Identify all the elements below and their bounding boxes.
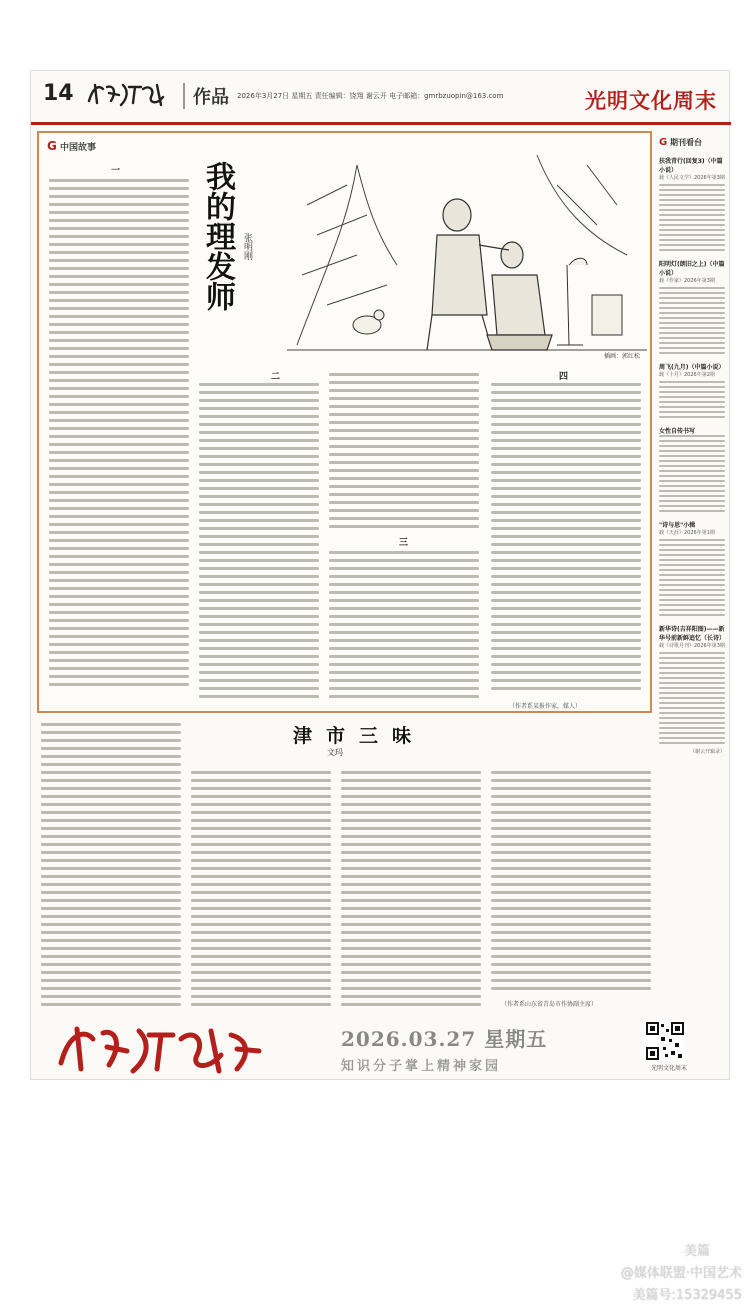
section-mark-1: 一 — [111, 166, 121, 176]
sidebar-item: 周飞(九月)（中篇小说） 载《十月》2026年第2期 — [659, 362, 725, 418]
story-byline: 张明刚 — [242, 233, 252, 260]
sidebar-item: 新华诗(吉祥阳图)——新华号前新鲜追忆（长诗） 载《诗歌月刊》2026年第3期 — [659, 624, 725, 744]
sidebar-item: 女性自传书写 — [659, 426, 725, 512]
masthead-meta: 2026年3月27日 星期五 责任编辑：饶翔 谢云开 电子邮箱：gmrbzuopin@163.com — [237, 92, 504, 100]
paper-logo — [83, 79, 173, 109]
story2-text-col4 — [491, 771, 651, 995]
qr-code-icon — [645, 1021, 685, 1061]
story-text-col4 — [491, 383, 641, 695]
section-name: 作品 — [183, 83, 229, 109]
story-text-col2 — [199, 383, 319, 703]
footer-date: 2026.03.27 星期五 — [341, 1027, 548, 1051]
story-title: 我的理发师 — [200, 161, 235, 311]
barber-illustration — [287, 145, 647, 360]
sidebar-periodicals — [659, 131, 725, 1001]
section-mark-4: 四 — [559, 372, 569, 382]
g-logo-icon: G — [47, 139, 57, 153]
author-note: （作者系某报作家，媒人） — [509, 703, 582, 710]
main-story — [37, 131, 652, 713]
paper-logo-large — [51, 1019, 271, 1077]
sidebar-item: 扶我青行(回复3)（中篇小说） 载《人民文学》2026年第3期 — [659, 156, 725, 251]
sidebar-column-tag: G 期刊看台 — [659, 137, 703, 148]
page-masthead — [31, 71, 731, 125]
story2-title: 津市三味 — [293, 725, 426, 747]
story2-author-note: （作者系山东省青岛市作协副主席） — [501, 1001, 598, 1008]
page-footer — [31, 1011, 731, 1081]
watermark-id: 美篇号:15329455 — [632, 1288, 742, 1303]
g-logo-icon: G — [659, 137, 668, 148]
story2-text-col2 — [191, 771, 331, 1011]
watermark-account: @媒体联盟·中国艺术 — [620, 1266, 742, 1281]
story-text-col3 — [329, 373, 479, 533]
story2-text-col1 — [41, 723, 181, 1011]
watermark-logo: 美篇 — [683, 1244, 710, 1259]
story-text-col3b — [329, 551, 479, 703]
story2-byline: 文玛 — [327, 748, 343, 757]
illustration-credit: 插画：郭红松 — [604, 353, 641, 360]
footer-slogan: 知识分子掌上精神家园 — [341, 1059, 502, 1074]
story-text-col1 — [49, 179, 189, 691]
sidebar-item: "诗与思"小辑 载《天涯》2026年第1期 — [659, 520, 725, 616]
qr-label: 光明文化周末 — [651, 1065, 688, 1072]
column-tag: G 中国故事 — [47, 139, 97, 153]
newspaper-page — [30, 70, 730, 1080]
section-mark-3: 三 — [399, 538, 409, 548]
sidebar-item: 阳明灯(朗旧之上)（中篇小说） 载《作家》2026年第3期 — [659, 259, 725, 354]
weekly-title: 光明文化周末 — [585, 88, 717, 113]
page-number: 14 — [43, 81, 74, 106]
sidebar-signature: （谢云开辑录） — [689, 749, 725, 755]
section-mark-2: 二 — [271, 372, 281, 382]
story2-text-col3 — [341, 771, 481, 1011]
